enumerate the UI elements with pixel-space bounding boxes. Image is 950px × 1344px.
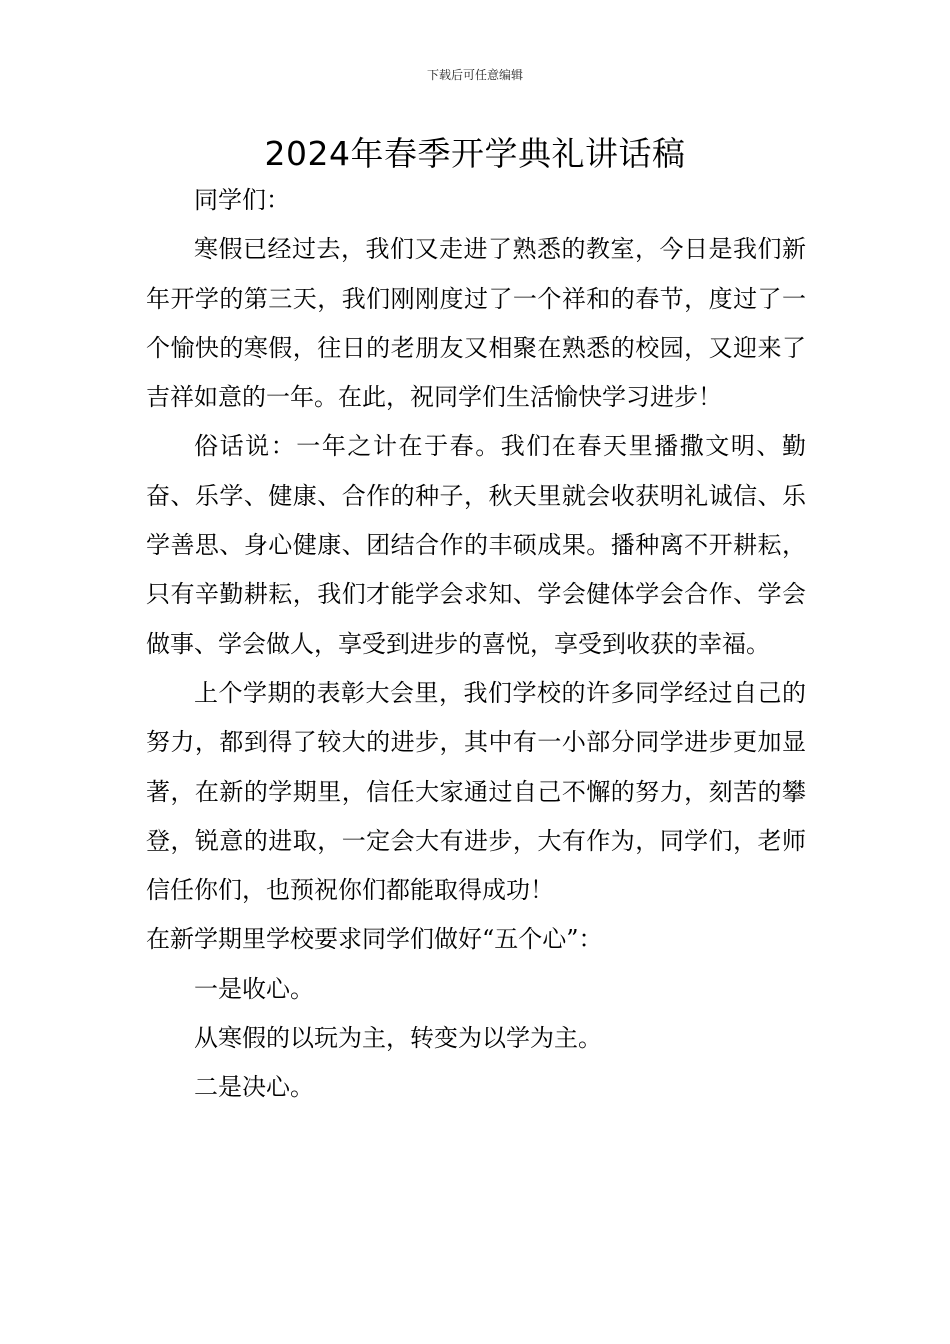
paragraph: 从寒假的以玩为主，转变为以学为主。 [194,1024,602,1053]
paragraph: 俗话说：一年之计在于春。我们在春天里播撒文明、勤奋、乐学、健康、合作的种子，秋天里就会收获明礼诚信、乐学善思、身心健康、团结合作的丰硕成果。播种离不开耕耘，只有辛勤耕耘，我们才能学会求知、学会健体学会合作、学会做事、学会做人，享受到进步的喜悦，享受到收获的幸福。 [146,432,806,658]
header-note: 下载后可任意编辑 [426,68,523,82]
document-body [146,176,806,1113]
paragraph: 一是收心。 [194,974,314,1003]
paragraph: 同学们： [194,186,290,214]
paragraph: 在新学期里学校要求同学们做好“五个心”： [146,925,603,954]
document-title: 2024年春季开学典礼讲话稿 [264,134,686,173]
paragraph: 二是决心。 [194,1073,314,1102]
paragraph: 上个学期的表彰大会里，我们学校的许多同学经过自己的努力，都到得了较大的进步，其中有一小部分同学进步更加显著，在新的学期里，信任大家通过自己不懈的努力，刻苦的攀登，锐意的进取，一定会大有进步，大有作为，同学们，老师信任你们，也预祝你们都能取得成功！ [146,678,806,905]
paragraph: 寒假已经过去，我们又走进了熟悉的教室，今日是我们新年开学的第三天，我们刚刚度过了一个祥和的春节，度过了一个愉快的寒假，往日的老朋友又相聚在熟悉的校园，又迎来了吉祥如意的一年。在此，祝同学们生活愉快学习进步！ [146,235,806,412]
